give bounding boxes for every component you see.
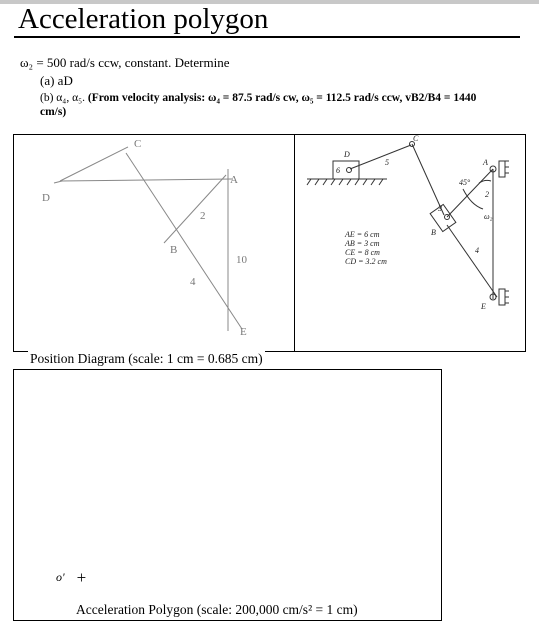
- part-a: (a) aD: [40, 73, 73, 88]
- mech-label-d: D: [344, 150, 350, 159]
- ground-bracket-e: [499, 289, 505, 305]
- dimension-ce: CE = 8 cm: [345, 248, 380, 257]
- part-b: [40, 91, 520, 119]
- origin-mark: +: [76, 568, 87, 587]
- origin-point: [56, 566, 86, 586]
- link-4-lower: [447, 225, 497, 297]
- mech-label-a: A: [483, 158, 488, 167]
- title-underline: [14, 36, 520, 38]
- sketch-label-2: 2: [200, 210, 206, 222]
- sketch-label-d: D: [42, 192, 50, 204]
- part-b-tail: cm/s): [40, 106, 67, 118]
- position-diagram-caption: Position Diagram (scale: 1 cm = 0.685 cm): [30, 351, 263, 366]
- acceleration-polygon-caption: Acceleration Polygon (scale: 200,000 cm/s² = 1 cm): [76, 602, 358, 617]
- mech-label-c: C: [413, 135, 419, 143]
- mech-label-b: B: [431, 228, 436, 237]
- sketch-label-c: C: [134, 138, 142, 150]
- mech-label-2: 2: [485, 190, 489, 199]
- mech-label-3: 3: [438, 204, 442, 213]
- position-sketch: [14, 135, 293, 351]
- angle-arc: [479, 180, 491, 183]
- origin-label: o': [56, 570, 65, 584]
- mech-label-omega: ω₂: [484, 212, 493, 221]
- dimension-ae: AE = 6 cm: [345, 230, 380, 239]
- sketch-link-a-b: [164, 175, 226, 243]
- given-statement: ω₂ = 500 rad/s ccw, constant. Determine: [20, 55, 230, 70]
- sketch-line-dc: [60, 179, 232, 181]
- link-5: [350, 145, 411, 169]
- dimension-list: [344, 230, 387, 266]
- sketch-slider-mark: [54, 181, 62, 183]
- sketch-link-d-c: [60, 147, 128, 181]
- sketch-label-e: E: [240, 326, 247, 338]
- sketch-label-b: B: [170, 244, 178, 256]
- mech-label-angle: 45°: [459, 178, 471, 187]
- part-b-prefix: (b) α₄, α₅.: [40, 92, 88, 104]
- omega-arc: [463, 189, 483, 209]
- dimension-ab: AB = 3 cm: [345, 239, 380, 248]
- mechanism-figure: [295, 135, 525, 351]
- ground-bracket-a: [499, 161, 505, 177]
- sketch-label-a: A: [230, 174, 238, 186]
- mech-label-5: 5: [385, 158, 389, 167]
- part-b-velocity-data: (From velocity analysis: ω₄ = 87.5 rad/s cw, ω₅ = 112.5 rad/s ccw, vB2/B4 = 1440: [87, 92, 477, 104]
- mech-label-6: 6: [336, 166, 340, 175]
- page-title: Acceleration polygon: [18, 3, 269, 35]
- dimension-cd: CD = 3.2 cm: [345, 257, 387, 266]
- sketch-label-10: 10: [236, 254, 247, 266]
- ground-hatch: [307, 179, 383, 185]
- mech-label-4: 4: [475, 246, 479, 255]
- mech-label-e: E: [481, 302, 486, 311]
- sketch-label-4: 4: [190, 276, 196, 288]
